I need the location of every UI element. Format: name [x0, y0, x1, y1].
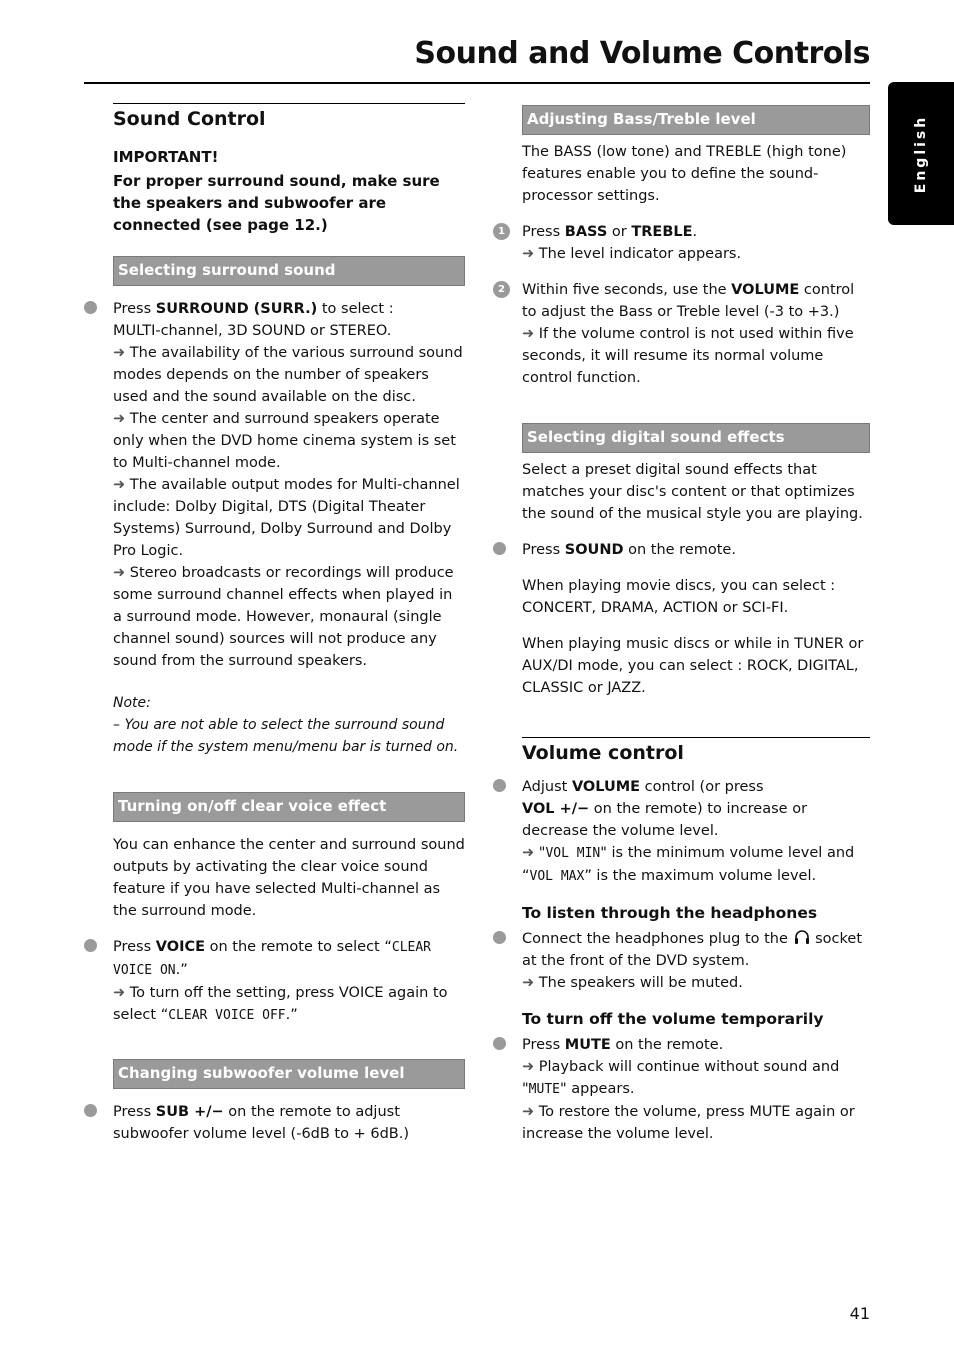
- text: " is the minimum volume level and “: [522, 845, 855, 884]
- text: .: [641, 680, 646, 696]
- headphones-icon: [793, 928, 811, 945]
- text: .: [692, 224, 698, 240]
- clear-voice-bar: Turning on/off clear voice effect: [113, 792, 465, 822]
- sub-key: SUB +/−: [155, 1104, 224, 1120]
- text: on the remote.: [623, 542, 736, 558]
- text: Adjust: [522, 779, 572, 795]
- text: Press: [113, 1104, 156, 1120]
- bullet-dot-icon: [84, 301, 97, 314]
- text: on the remote to select “: [205, 939, 392, 955]
- surround-result-4: Stereo broadcasts or recordings will produce some surround channel effects when played in a surround mode. However, monaural (single channel sound) sources will not produce any sound from the surround speakers.: [113, 565, 454, 669]
- left-column: [113, 103, 465, 1145]
- mute-result: To restore the volume, press MUTE again or increase the volume level.: [522, 1104, 855, 1142]
- step-1-result: The level indicator appears.: [538, 246, 742, 262]
- text: Press: [522, 224, 565, 240]
- text: or: [607, 224, 632, 240]
- vol-key: VOL +/−: [522, 801, 590, 817]
- bass-treble-step-1: [498, 221, 870, 265]
- volume-key: VOLUME: [571, 779, 641, 795]
- text: on the remote to adjust subwoofer volume level (-6dB to + 6dB.): [113, 1104, 410, 1142]
- bullet-dot-icon: [493, 542, 506, 555]
- arrow-icon: ➜: [522, 845, 535, 861]
- arrow-icon: ➜: [522, 1059, 535, 1075]
- clear-voice-instruction: [113, 936, 465, 1027]
- title-rule: [84, 82, 870, 84]
- arrow-icon: ➜: [113, 985, 126, 1001]
- text: Press: [113, 301, 156, 317]
- text: .”: [285, 1007, 298, 1023]
- bass-treble-intro: The BASS (low tone) and TREBLE (high tone) features enable you to define the sound-processor settings.: [522, 144, 847, 204]
- text: Press: [113, 939, 156, 955]
- step-number-icon: 2: [493, 281, 510, 298]
- text: control (or press: [640, 779, 764, 795]
- surround-bar: Selecting surround sound: [113, 256, 465, 286]
- clear-voice-result: To turn off the setting, press VOICE again to select “: [113, 985, 448, 1023]
- section-rule: [113, 103, 465, 104]
- mute-instruction: [522, 1034, 870, 1145]
- important-label: IMPORTANT!: [113, 148, 219, 166]
- music-mode-list: ROCK, DIGITAL, CLASSIC or JAZZ: [522, 658, 859, 696]
- bullet-dot-icon: [84, 1104, 97, 1117]
- headphones-instruction: [522, 928, 870, 994]
- language-tab: [888, 82, 954, 225]
- text: .”: [175, 962, 188, 978]
- text: Connect the headphones plug to the: [522, 931, 793, 947]
- movie-mode-list: CONCERT, DRAMA, ACTION or SCI-FI.: [522, 600, 789, 616]
- text: Press: [522, 1037, 565, 1053]
- surround-key: SURROUND (SURR.): [155, 301, 318, 317]
- bass-treble-bar: Adjusting Bass/Treble level: [522, 105, 870, 135]
- digital-effects-intro: Select a preset digital sound effects that matches your disc's content or that optimizes the sound of the musical style you are playing.: [522, 462, 863, 522]
- note-label: Note:: [113, 695, 151, 711]
- arrow-icon: ➜: [113, 477, 126, 493]
- surround-result-3: The available output modes for Multi-channel include: Dolby Digital, DTS (Digital Theater Systems) Surround, Dolby Surround and Dolby Pro Logic.: [113, 477, 460, 559]
- arrow-icon: ➜: [522, 326, 535, 342]
- text: socket at the front of the DVD system.: [522, 931, 863, 969]
- headphones-result: The speakers will be muted.: [538, 975, 743, 991]
- text: on the remote) to increase or decrease the volume level.: [522, 801, 808, 839]
- arrow-icon: ➜: [113, 345, 126, 361]
- subwoofer-bar: Changing subwoofer volume level: [113, 1059, 465, 1089]
- page-title: Sound and Volume Controls: [414, 36, 870, 71]
- text: ": [538, 845, 546, 861]
- important-text: For proper surround sound, make sure the speakers and subwoofer are connected (see page 12.): [113, 172, 440, 234]
- arrow-icon: ➜: [522, 1104, 535, 1120]
- display-text: CLEAR VOICE OFF: [168, 1008, 286, 1023]
- volume-instruction: [522, 776, 870, 888]
- volume-key: VOLUME: [731, 282, 800, 298]
- clear-voice-intro: You can enhance the center and surround sound outputs by activating the clear voice sound feature if you have selected Multi-channel as the surround mode.: [113, 837, 465, 919]
- arrow-icon: ➜: [113, 565, 126, 581]
- language-tab-label: English: [913, 114, 929, 193]
- arrow-icon: ➜: [522, 975, 535, 991]
- step-number-icon: 1: [493, 223, 510, 240]
- movie-modes: [522, 575, 870, 619]
- text: Press: [522, 542, 565, 558]
- step-2-result: If the volume control is not used within five seconds, it will resume its normal volume control function.: [522, 326, 854, 386]
- note-text: – You are not able to select the surround sound mode if the system menu/menu bar is turned on.: [113, 717, 459, 755]
- surround-result-2: The center and surround speakers operate only when the DVD home cinema system is set to Multi-channel mode.: [113, 411, 456, 471]
- display-text: MUTE: [528, 1082, 560, 1097]
- text: When playing movie discs, you can select :: [522, 578, 836, 594]
- arrow-icon: ➜: [113, 411, 126, 427]
- display-text: VOL MIN: [545, 846, 601, 861]
- surround-instruction: [113, 298, 465, 672]
- surround-result-1: The availability of the various surround sound modes depends on the number of speakers used and the sound available on the disc.: [113, 345, 463, 405]
- sound-key: SOUND: [564, 542, 624, 558]
- music-modes: [522, 633, 870, 699]
- page-number: 41: [849, 1304, 870, 1323]
- bullet-dot-icon: [493, 779, 506, 792]
- headphones-heading: To listen through the headphones: [522, 904, 818, 922]
- volume-control-heading: Volume control: [522, 742, 684, 764]
- right-column: [498, 105, 870, 1145]
- section-rule: [522, 737, 870, 738]
- bullet-dot-icon: [493, 1037, 506, 1050]
- text: " appears.: [559, 1081, 635, 1097]
- display-text: CLEAR VOICE ON: [113, 940, 432, 978]
- surround-modes: MULTI-channel, 3D SOUND or STEREO.: [113, 323, 392, 339]
- bullet-dot-icon: [493, 931, 506, 944]
- subwoofer-instruction: [113, 1101, 465, 1145]
- bass-treble-step-2: [498, 279, 870, 389]
- mute-key: MUTE: [564, 1037, 611, 1053]
- digital-effects-bar: Selecting digital sound effects: [522, 423, 870, 453]
- voice-key: VOICE: [155, 939, 206, 955]
- text: control to adjust the Bass or Treble level (-3 to +3.): [522, 282, 855, 320]
- text: Playback will continue without sound and ": [522, 1059, 840, 1097]
- bass-key: BASS: [564, 224, 608, 240]
- treble-key: TREBLE: [631, 224, 693, 240]
- text: on the remote.: [610, 1037, 724, 1053]
- text: When playing music discs or while in TUNER or AUX/DI mode, you can select :: [522, 636, 864, 674]
- digital-effects-instruction: [522, 539, 870, 561]
- mute-heading: To turn off the volume temporarily: [522, 1010, 824, 1028]
- arrow-icon: ➜: [522, 246, 535, 262]
- sound-control-heading: Sound Control: [113, 108, 266, 130]
- text: Within five seconds, use the: [522, 282, 732, 298]
- display-text: VOL MAX: [529, 869, 585, 884]
- text: ” is the maximum volume level.: [584, 868, 817, 884]
- text: to select :: [317, 301, 394, 317]
- bullet-dot-icon: [84, 939, 97, 952]
